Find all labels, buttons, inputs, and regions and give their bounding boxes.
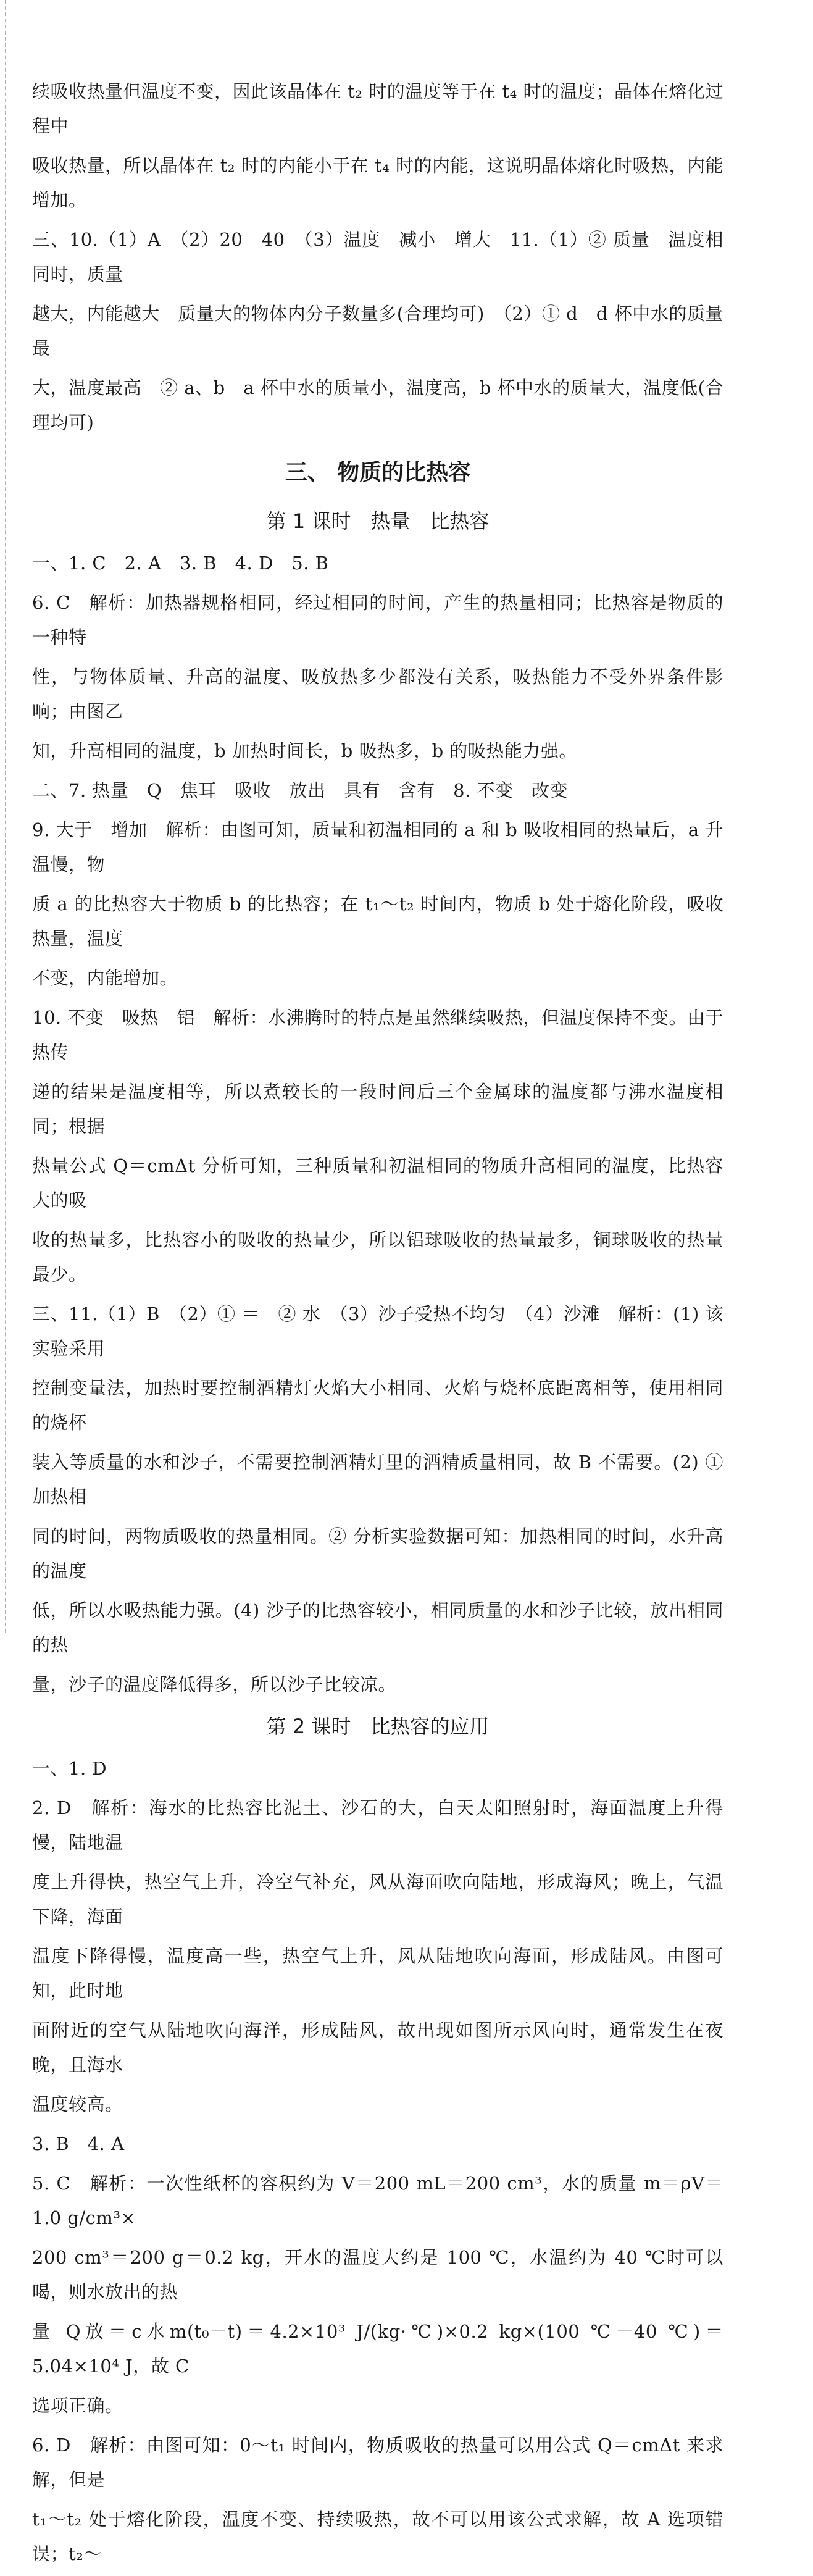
lesson2-q2-block	[32, 1791, 723, 2122]
lesson1-q11-line-3: 装入等质量的水和沙子，不需要控制酒精灯里的酒精质量相同，故 B 不需要。(2) ① 加热相	[32, 1452, 723, 1507]
lesson1-q6-line-2: 性，与物体质量、升高的温度、吸放热多少都没有关系，吸热能力不受外界条件影响；由图乙	[32, 666, 723, 722]
lesson2-q5-line-3: 量 Q放＝c水m(t₀－t)＝4.2×10³ J/(kg·℃)×0.2 kg×(100 ℃－40 ℃)＝5.04×10⁴ J，故 C	[32, 2321, 723, 2377]
lesson1-q10-line-3: 热量公式 Q＝cmΔt 分析可知，三种质量和初温相同的物质升高相同的温度，比热容大的吸	[32, 1155, 723, 1211]
lesson1-q10-line-4: 收的热量多，比热容小的吸收的热量少，所以铝球吸收的热量最多，铜球吸收的热量最少。	[32, 1229, 723, 1285]
lesson1-q10-line-1: 10. 不变 吸热 铝 解析：水沸腾时的特点是虽然继续吸热，但温度保持不变。由于热传	[32, 1007, 723, 1063]
continuation-line-1: 续吸收热量但温度不变，因此该晶体在 t₂ 时的温度等于在 t₄ 时的温度；晶体在熔化过程中	[32, 81, 723, 136]
lesson1-q11-line-6: 量，沙子的温度降低得多，所以沙子比较凉。	[32, 1674, 397, 1695]
lesson1-q6-line-3: 知，升高相同的温度，b 加热时间长，b 吸热多，b 的吸热能力强。	[32, 740, 577, 761]
part3-q10-q11-block	[32, 222, 723, 440]
lesson2-q2-line-5: 温度较高。	[32, 2094, 123, 2115]
lesson1-q6-block	[32, 585, 723, 768]
lesson2-q6-line-2: t₁～t₂ 处于熔化阶段，温度不变、持续吸热，故不可以用该公式求解，故 A 选项错误；t₂～	[32, 2509, 723, 2564]
lesson1-q10-block	[32, 1000, 723, 1292]
part3-q10-line-3: 大，温度最高 ② a、b a 杯中水的质量小，温度高，b 杯中水的质量大，温度低(合理均可)	[32, 377, 723, 433]
lesson1-q9-line-2: 质 a 的比热容大于物质 b 的比热容；在 t₁～t₂ 时间内，物质 b 处于熔化阶段，吸收热量，温度	[32, 893, 723, 949]
lesson2-q2-line-3: 温度下降得慢，温度高一些，热空气上升，风从陆地吹向海面，形成陆风。由图可知，此时地	[32, 1946, 723, 2001]
lesson1-title: 第 1 课时 热量 比热容	[266, 509, 490, 533]
lesson2-q6-line-1: 6. D 解析：由图可知：0～t₁ 时间内，物质吸收的热量可以用公式 Q＝cmΔt 来求解，但是	[32, 2435, 723, 2490]
binding-margin-dashed-line	[5, 0, 6, 1633]
lesson1-q9-line-1: 9. 大于 增加 解析：由图可知，质量和初温相同的 a 和 b 吸收相同的热量后，a 升温慢，物	[32, 819, 723, 875]
lesson2-q5-line-4: 选项正确。	[32, 2395, 123, 2416]
section-title: 三、 物质的比热容	[285, 460, 471, 485]
continuation-block	[32, 74, 723, 217]
lesson2-title: 第 2 课时 比热容的应用	[266, 1715, 490, 1738]
lesson2-q1: 一、1. D	[32, 1758, 107, 1779]
lesson1-q9-line-3: 不变，内能增加。	[32, 968, 178, 989]
lesson2-q6-block	[32, 2428, 723, 2571]
lesson1-q10-line-2: 递的结果是温度相等，所以煮较长的一段时间后三个金属球的温度都与沸水温度相同；根据	[32, 1081, 723, 1137]
lesson2-q2-line-4: 面附近的空气从陆地吹向海洋，形成陆风，故出现如图所示风向时，通常发生在夜晚，且海水	[32, 2020, 723, 2075]
answer-page	[32, 74, 723, 2576]
lesson2-q5-line-2: 200 cm³＝200 g＝0.2 kg，开水的温度大约是 100 ℃，水温约为 40 ℃时可以喝，则水放出的热	[32, 2247, 723, 2302]
lesson1-q11-line-1: 三、11.（1）B （2）① ＝ ② 水 （3）沙子受热不均匀 （4）沙滩 解析：(1) 该实验采用	[32, 1303, 723, 1359]
lesson1-q11-block	[32, 1297, 723, 1702]
lesson2-q3-4: 3. B 4. A	[32, 2133, 125, 2154]
lesson2-q5-line-1: 5. C 解析：一次性纸杯的容积约为 V＝200 mL＝200 cm³，水的质量 m＝ρV＝1.0 g/cm³×	[32, 2173, 723, 2228]
continuation-line-2: 吸收热量，所以晶体在 t₂ 时的内能小于在 t₄ 时的内能，这说明晶体熔化时吸热，内能增加。	[32, 155, 723, 211]
lesson1-q9-block	[32, 813, 723, 995]
part3-q10-line-2: 越大，内能越大 质量大的物体内分子数量多(合理均可) （2）① d d 杯中水的质量最	[32, 303, 723, 359]
part3-q10-line-1: 三、10.（1）A （2）20 40 （3）温度 减小 增大 11.（1）② 质量 温度相同时，质量	[32, 229, 723, 285]
lesson1-q11-line-4: 同的时间，两物质吸收的热量相同。② 分析实验数据可知：加热相同的时间，水升高的温度	[32, 1526, 723, 1581]
lesson2-q2-line-2: 度上升得快，热空气上升，冷空气补充，风从海面吹向陆地，形成海风；晚上，气温下降，海面	[32, 1871, 723, 1927]
lesson2-q5-block	[32, 2166, 723, 2423]
lesson1-q6-line-1: 6. C 解析：加热器规格相同，经过相同的时间，产生的热量相同；比热容是物质的一种特	[32, 592, 723, 648]
lesson1-q11-line-2: 控制变量法，加热时要控制酒精灯火焰大小相同、火焰与烧杯底距离相等，使用相同的烧杯	[32, 1378, 723, 1433]
lesson2-q2-line-1: 2. D 解析：海水的比热容比泥土、沙石的大，白天太阳照射时，海面温度上升得慢，陆地温	[32, 1797, 723, 1853]
lesson1-q7-8: 二、7. 热量 Q 焦耳 吸收 放出 具有 含有 8. 不变 改变	[32, 780, 569, 801]
lesson1-q1-5: 一、1. C 2. A 3. B 4. D 5. B	[32, 553, 329, 574]
lesson1-q11-line-5: 低，所以水吸热能力强。(4) 沙子的比热容较小，相同质量的水和沙子比较，放出相同的热	[32, 1600, 723, 1655]
